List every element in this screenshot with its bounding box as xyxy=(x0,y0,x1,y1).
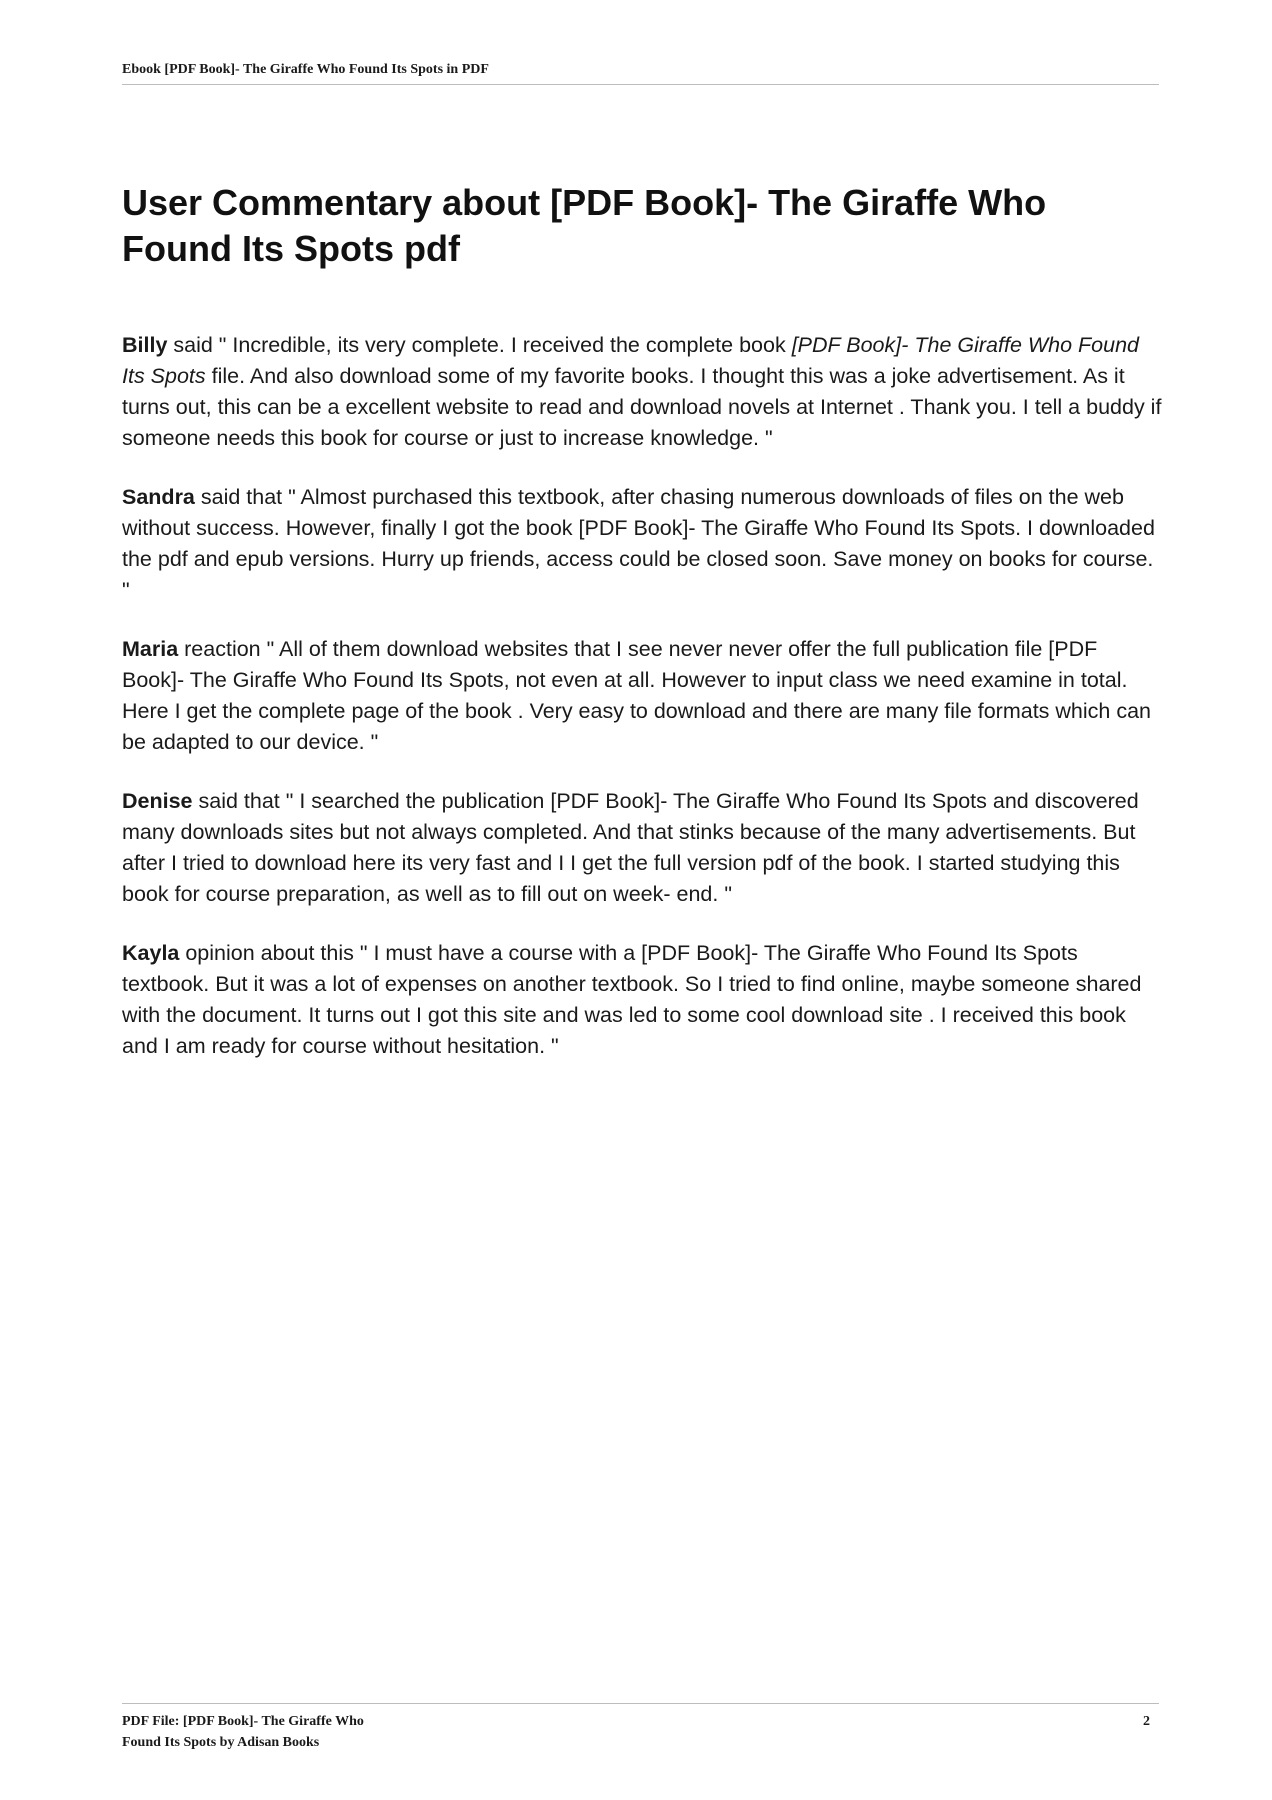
page-number: 2 xyxy=(1143,1714,1150,1729)
footer-line: PDF File: [PDF Book]- The Giraffe Who xyxy=(122,1714,364,1729)
comment-denise xyxy=(122,786,1162,910)
page-title: User Commentary about [PDF Book]- The Giraffe Who Found Its Spots pdf xyxy=(122,182,1047,269)
footer-line: Found Its Spots by Adisan Books xyxy=(122,1735,320,1750)
comment-author: Denise xyxy=(122,789,193,813)
running-footer xyxy=(122,1711,522,1753)
comment-text: reaction " All of them download websites that I see never never offer the full publication file [PDF Book]- The Giraffe Who Found Its Spots, not even at all. However to input class we need examine in total. Here I get the complete page of the book . Very easy to download and there are many file formats which can be adapted to our device. " xyxy=(122,637,1152,754)
footer-divider xyxy=(122,1703,1159,1704)
running-header: Ebook [PDF Book]- The Giraffe Who Found Its Spots in PDF xyxy=(122,62,489,77)
comment-sandra xyxy=(122,482,1162,606)
comment-text: said that " Almost purchased this textbook, after chasing numerous downloads of files on the web without success. However, finally I got the book [PDF Book]- The Giraffe Who Found Its Spots. I downloaded the pdf and epub versions. Hurry up friends, access could be closed soon. Save money on books for course. " xyxy=(122,485,1155,602)
comment-author: Kayla xyxy=(122,941,180,965)
comment-text: said that " I searched the publication [PDF Book]- The Giraffe Who Found Its Spots and discovered many downloads sites but not always completed. And that stinks because of the many advertisements. But after I tried to download here its very fast and I I get the full version pdf of the book. I started studying this book for course preparation, as well as to fill out on week- end. " xyxy=(122,789,1139,906)
comment-text: said " Incredible, its very complete. I received the complete book xyxy=(167,333,792,357)
comment-author: Billy xyxy=(122,333,168,357)
comment-text: opinion about this " I must have a course with a [PDF Book]- The Giraffe Who Found Its Spots textbook. But it was a lot of expenses on another textbook. So I tried to find online, maybe someone shared with the document. It turns out I got this site and was led to some cool download site . I received this book and I am ready for course without hesitation. " xyxy=(122,941,1142,1058)
comment-billy xyxy=(122,330,1162,454)
header-divider xyxy=(122,84,1159,85)
comment-kayla xyxy=(122,938,1162,1062)
comment-author: Maria xyxy=(122,637,179,661)
comment-author: Sandra xyxy=(122,485,195,509)
comment-book-title: [PDF Book]- The Giraffe Who Found Its Spots xyxy=(122,333,1140,388)
comment-maria xyxy=(122,634,1162,758)
comment-text: file. And also download some of my favorite books. I thought this was a joke advertisement. As it turns out, this can be a excellent website to read and download novels at Internet . Thank you. I tell a buddy if someone needs this book for course or just to increase knowledge. " xyxy=(122,364,1162,450)
comments-section xyxy=(122,330,1162,1090)
